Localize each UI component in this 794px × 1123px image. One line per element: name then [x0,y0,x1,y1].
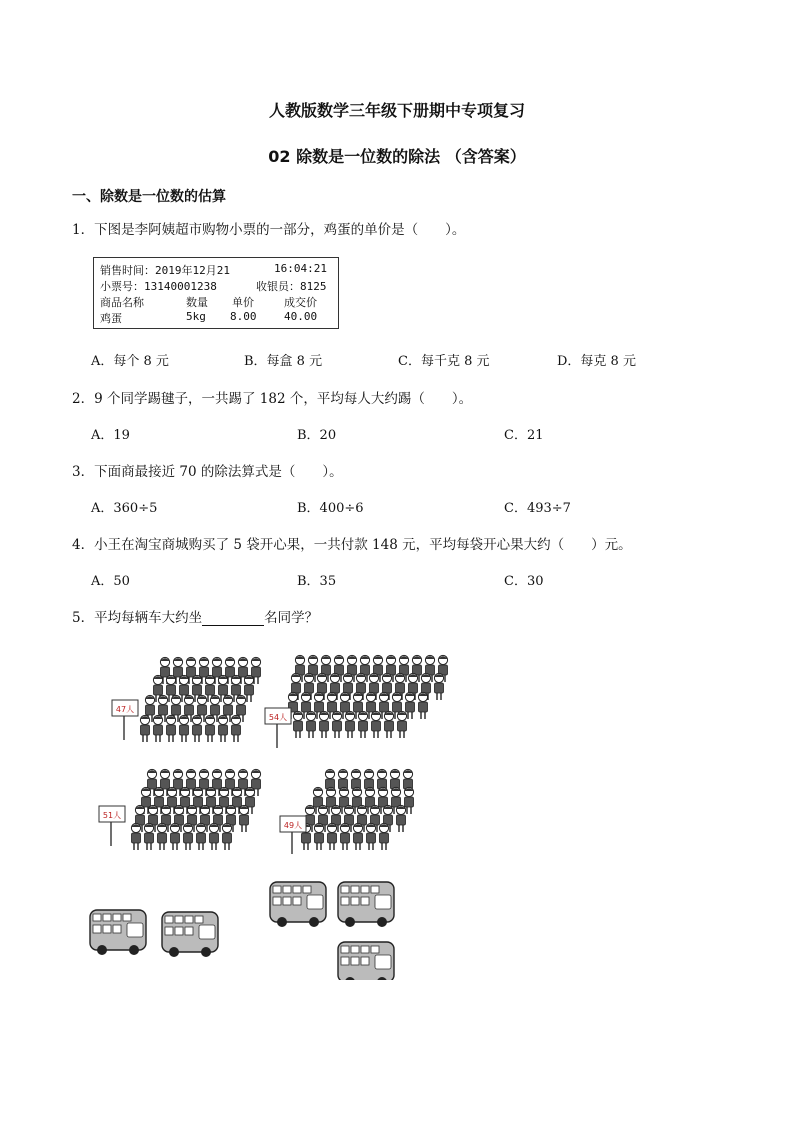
q1-option-d[interactable]: D．每克 8 元 [557,354,636,369]
receipt-time: 销售时间：2019年12月21 [100,264,230,277]
bus-4 [338,882,394,927]
question-3: 3．下面商最接近 70 的除法算式是（ ）。 [72,464,343,480]
bus-1 [90,910,146,955]
student-group-2 [288,655,447,738]
receipt-item-name: 鸡蛋 [100,312,122,325]
sign-54-label: 54人 [268,713,288,722]
receipt-number: 小票号：13140001238 [100,280,217,293]
q4-option-b[interactable]: B．35 [297,574,337,589]
question-2: 2．9 个同学踢毽子，一共踢了 182 个，平均每人大约踢（ ）。 [72,391,473,407]
receipt-header-price: 单价 [232,296,254,309]
q1-option-c[interactable]: C．每千克 8 元 [398,354,490,369]
bus-3 [270,882,326,927]
q4-option-a[interactable]: A．50 [91,574,130,589]
page-title: 人教版数学三年级下册期中专项复习 [268,101,525,120]
q3-option-a[interactable]: A．360÷5 [91,501,158,516]
receipt-item-price: 8.00 [230,310,257,323]
question-5 [72,606,318,626]
students-and-buses-illustration [0,640,794,980]
answer-blank[interactable] [202,611,264,626]
bus-2 [162,912,218,957]
receipt-clock: 16:04:21 [274,262,327,275]
sign-47 [112,700,138,740]
student-group-3 [131,769,260,850]
sign-47-label: 47人 [115,705,135,714]
receipt-cashier: 收银员：8125 [256,280,327,293]
student-group-4 [301,769,413,850]
sign-49-label: 49人 [283,821,303,830]
receipt-header-name: 商品名称 [100,296,144,309]
bus-5 [338,942,394,980]
q1-option-b[interactable]: B．每盒 8 元 [244,354,323,369]
sign-51-label: 51人 [102,811,122,820]
receipt-item-qty: 5kg [186,310,206,323]
q2-option-b[interactable]: B．20 [297,428,337,443]
question-5-text-before: 5．平均每辆车大约坐 [72,610,203,626]
question-5-text-after: 名同学？ [264,610,319,626]
sign-51 [99,806,125,846]
student-group-1 [140,657,260,742]
q3-option-c[interactable]: C．493÷7 [504,501,571,516]
q3-option-b[interactable]: B．400÷6 [297,501,364,516]
q2-option-a[interactable]: A．19 [91,428,130,443]
section-heading: 一、除数是一位数的估算 [72,189,226,205]
q2-option-c[interactable]: C．21 [504,428,544,443]
receipt-box [93,257,339,329]
question-4: 4．小王在淘宝商城购买了 5 袋开心果，一共付款 148 元，平均每袋开心果大约（ ）元。 [72,537,632,553]
page-subtitle: 02 除数是一位数的除法 （含答案） [268,147,526,166]
q1-option-a[interactable]: A．每个 8 元 [91,354,169,369]
receipt-item-total: 40.00 [284,310,318,323]
sign-54 [265,708,291,748]
q4-option-c[interactable]: C．30 [504,574,544,589]
question-1: 1．下图是李阿姨超市购物小票的一部分，鸡蛋的单价是（ ）。 [72,222,466,238]
receipt-header-qty: 数量 [186,296,208,309]
receipt-header-total: 成交价 [284,296,317,309]
